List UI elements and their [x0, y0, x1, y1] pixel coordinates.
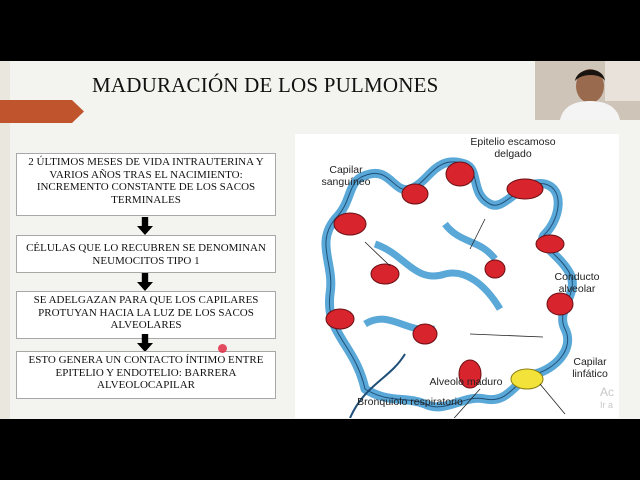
alveolus-diagram — [295, 134, 619, 418]
flow-step-3: SE ADELGAZAN PARA QUE LOS CAPILARES PROTUYAN HACIA LA LUZ DE LOS SACOS ALVEOLARES — [16, 291, 276, 339]
watermark-line-2: Ir a — [600, 400, 614, 410]
label-epitelio: Epitelio escamoso delgado — [470, 136, 556, 160]
flow-step-1: 2 ÚLTIMOS MESES DE VIDA INTRAUTERINA Y VARIOS AÑOS TRAS EL NACIMIENTO: INCREMENTO CONSTANTE DE LOS SACOS TERMINALES — [16, 153, 276, 216]
watermark-line-1: Ac — [600, 385, 615, 399]
down-arrow-icon — [137, 217, 153, 235]
slide-title: MADURACIÓN DE LOS PULMONES — [92, 73, 439, 97]
title-accent-arrow — [0, 100, 84, 123]
label-capilar-linfatico: Capilar linfático — [572, 356, 608, 380]
label-bronquiolo: Bronquiolo respiratorio — [357, 396, 463, 408]
person-icon — [535, 61, 640, 120]
down-arrow-icon — [137, 273, 153, 291]
label-conducto-alveolar: Conducto alveolar — [554, 271, 600, 295]
webcam-thumbnail[interactable] — [535, 61, 640, 120]
letterbox-bottom — [0, 419, 640, 480]
flow-step-2: CÉLULAS QUE LO RECUBREN SE DENOMINAN NEUMOCITOS TIPO 1 — [16, 235, 276, 273]
pointer-cursor-icon — [218, 344, 227, 353]
windows-activation-watermark — [600, 386, 614, 412]
flow-step-4: ESTO GENERA UN CONTACTO ÍNTIMO ENTRE EPITELIO Y ENDOTELIO: BARRERA ALVEOLOCAPILAR — [16, 351, 276, 399]
label-alveolo-maduro: Alveolo maduro — [429, 376, 503, 388]
label-capilar-sanguineo: Capilar sanguíneo — [321, 164, 371, 188]
